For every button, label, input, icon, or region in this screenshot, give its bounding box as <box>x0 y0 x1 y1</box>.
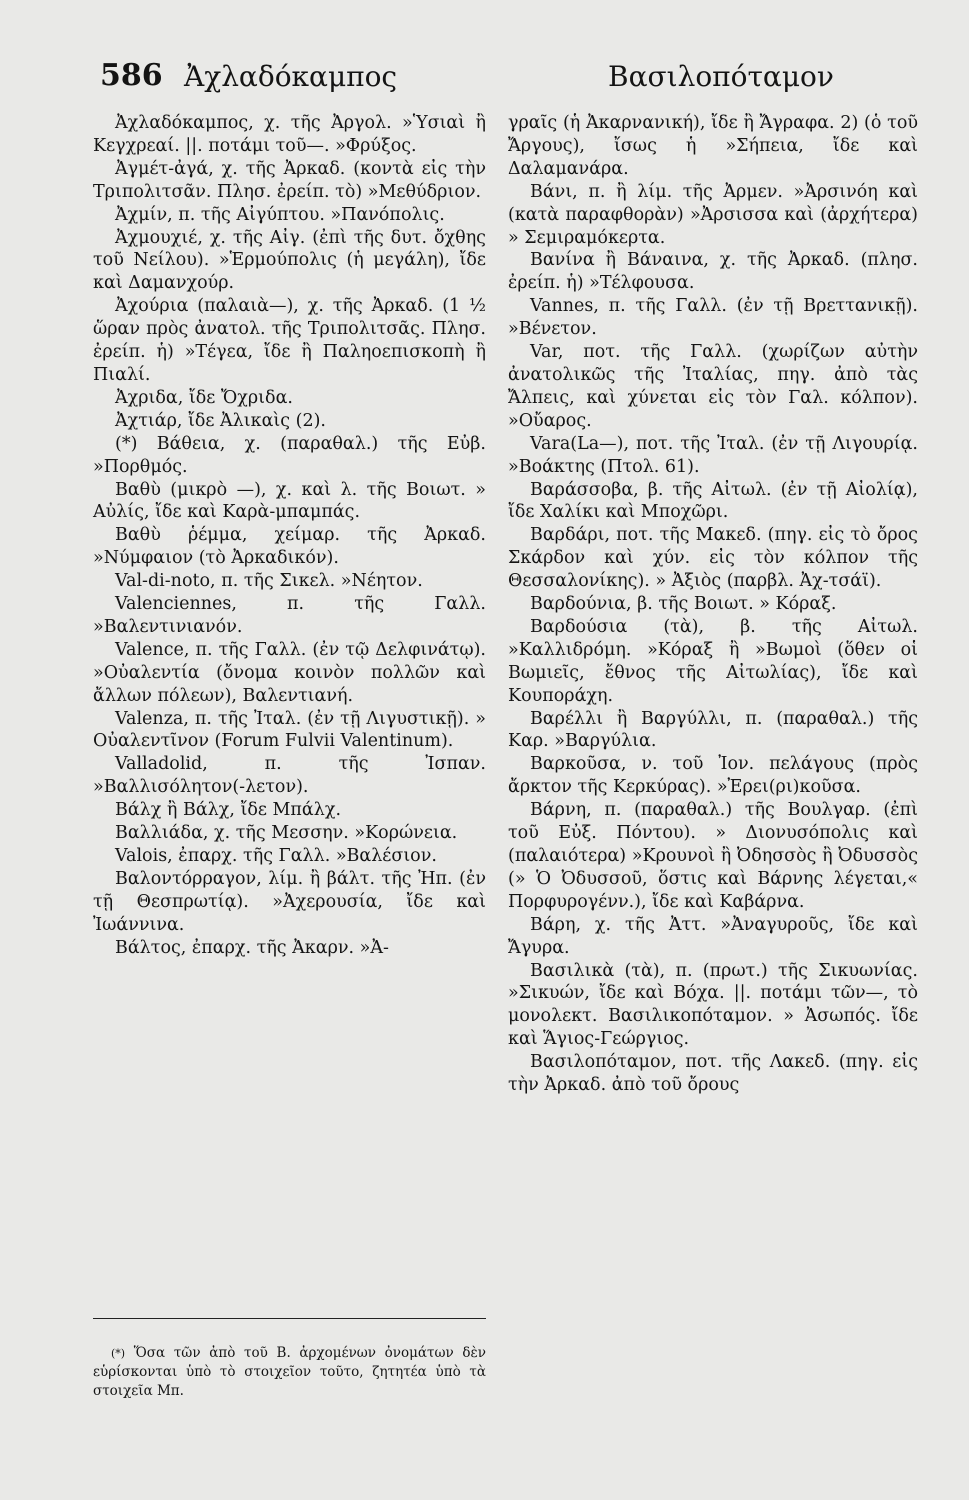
entry: Βαλοντόρραγον, λίμ. ἢ βάλτ. τῆς Ἠπ. (ἐν τῇ Θεσπρωτίᾳ). »Ἀχερουσία, ἴδε καὶ Ἰωάννινα. <box>93 868 486 935</box>
entry: Βάρη, χ. τῆς Ἀττ. »Ἀναγυροῦς, ἴδε καὶ Ἄγυρα. <box>508 914 918 958</box>
entry: Βαρκοῦσα, ν. τοῦ Ἰον. πελάγους (πρὸς ἄρκτον τῆς Κερκύρας). »Ἐρει(ρι)κοῦσα. <box>508 754 918 798</box>
entry: Var, ποτ. τῆς Γαλλ. (χωρίζων αὐτὴν ἀνατολικῶς τῆς Ἰταλίας, πηγ. ἀπὸ τὰς Ἄλπεις, καὶ χύνεται εἰς τὸν Γαλ. κόλπον). »Οὔαρος. <box>508 342 918 431</box>
entry: Ἀχλαδόκαμπος, χ. τῆς Ἀργολ. »Ὑσιαὶ ἢ Κεγχρεαί. ||. ποτάμι τοῦ—. »Φρύξος. <box>93 113 486 156</box>
entry: Valence, π. τῆς Γαλλ. (ἐν τῷ Δελφινάτῳ). »Οὐαλεντία (ὄνομα κοινὸν πολλῶν καὶ ἄλλων πόλεων), Βαλεντιανή. <box>93 639 486 706</box>
entry: Βαρδάρι, ποτ. τῆς Μακεδ. (πηγ. εἰς τὸ ὄρος Σκάρδον καὶ χύν. εἰς τὸν κόλπον τῆς Θεσσαλονίκης). » Ἀξιὸς (παρβλ. Ἀχ-τσάϊ). <box>508 525 918 592</box>
entry: Ἀγμέτ-ἀγά, χ. τῆς Ἀρκαδ. (κοντὰ εἰς τὴν Τριπολιτσᾶν. Πλησ. ἐρείπ. τὸ) »Μεθύδριον. <box>93 158 486 202</box>
footnote-marker: (*) <box>111 1346 126 1360</box>
page-header <box>100 58 918 102</box>
entry: Βαθὺ ῥέμμα, χείμαρ. τῆς Ἀρκαδ. »Νύμφαιον (τὸ Ἀρκαδικόν). <box>93 525 486 569</box>
entry: γραῖς (ἡ Ἀκαρνανική), ἴδε ἢ Ἄγραφα. 2) (ὁ τοῦ Ἄργους), ἴσως ἡ »Σήπεια, ἴδε καὶ Δαλαμανάρα. <box>508 113 918 179</box>
footnote-text: Ὅσα τῶν ἀπὸ τοῦ Β. ἀρχομένων ὀνομάτων δὲν εὑρίσκονται ὑπὸ τὸ στοιχεῖον τοῦτο, ζητητέα ὑπὸ τὰ στοιχεῖα Μπ. <box>93 1344 486 1399</box>
entry: Ἀχούρια (παλαιὰ—), χ. τῆς Ἀρκαδ. (1 ½ ὥραν πρὸς ἀνατολ. τῆς Τριπολιτσᾶς. Πλησ. ἐρείπ. ἡ) »Τέγεα, ἴδε ἢ Παληοεπισκοπὴ ἢ Πιαλί. <box>93 296 486 385</box>
entry: Βαρδούσια (τὰ), β. τῆς Αἰτωλ. »Καλλιδρόμη. »Κόραξ ἢ »Βωμοὶ (ὅθεν οἱ Βωμιεῖς, ἔθνος τῆς Αἰτωλίας), ἴδε καὶ Κουποράχη. <box>508 616 918 706</box>
page-number: 586 <box>100 58 163 93</box>
entry: Βαλλιάδα, χ. τῆς Μεσσην. »Κορώνεια. <box>115 823 458 844</box>
entry: Βασιλοπόταμον, ποτ. τῆς Λακεδ. (πηγ. εἰς τὴν Ἀρκαδ. ἀπὸ τοῦ ὄρους <box>508 1052 918 1096</box>
entry: Ἀχμίν, π. τῆς Αἰγύπτου. »Πανόπολις. <box>115 204 445 225</box>
running-head-right: Βασιλοπόταμον <box>608 60 834 93</box>
entry: Βάνι, π. ἢ λίμ. τῆς Ἀρμεν. »Ἀρσινόη καὶ (κατὰ παραφθορὰν) »Ἀρσισσα καὶ (ἀρχήτερα) » Σεμιραμόκερτα. <box>508 181 918 248</box>
entry: Valladolid, π. τῆς Ἰσπαν. »Βαλλισόλητον(-λετον). <box>93 754 486 798</box>
entry: Βασιλικὰ (τὰ), π. (πρωτ.) τῆς Σικυωνίας. »Σικυών, ἴδε καὶ Βόχα. ||. ποτάμι τῶν—, τὸ μονολεκτ. Βασιλικοπόταμον. » Ἀσωπός. ἴδε καὶ Ἅγιος-Γεώργιος. <box>508 960 918 1050</box>
entry: Βάλτος, ἐπαρχ. τῆς Ἀκαρν. »Ἀ- <box>115 937 389 958</box>
footnote-divider <box>93 1318 486 1319</box>
entry: Ἀχτιάρ, ἴδε Ἀλικαὶς (2). <box>115 410 326 431</box>
entry: Βαρδούνια, β. τῆς Βοιωτ. » Κόραξ. <box>530 594 837 615</box>
entry: Βαράσσοβα, β. τῆς Αἰτωλ. (ἐν τῇ Αἰολίᾳ), ἴδε Χαλίκι καὶ Μποχῶρι. <box>508 479 918 523</box>
entry: Βάρνη, π. (παραθαλ.) τῆς Βουλγαρ. (ἐπὶ τοῦ Εὐξ. Πόντου). » Διονυσόπολις καὶ (παλαιότερα) »Κρουνοὶ ἢ Ὀδησσὸς ἢ Ὀδυσσὸς (» Ὁ Ὀδυσσοῦ, ὅστις καὶ Βάρνης λέγεται,« Πορφυρογένν.), ἴδε καὶ Καβάρνα. <box>508 800 918 912</box>
right-column <box>508 112 918 1097</box>
left-column <box>93 112 486 960</box>
running-head-left: Ἀχλαδόκαμπος <box>184 60 398 93</box>
entry: Val-di-noto, π. τῆς Σικελ. »Νέητον. <box>115 571 423 592</box>
entry: Ἀχριδα, ἴδε Ὄχριδα. <box>115 387 293 408</box>
entry: Valenciennes, π. τῆς Γαλλ. »Βαλεντινιανόν. <box>93 594 486 637</box>
footnote <box>93 1344 486 1401</box>
entry: Βαρέλλι ἢ Βαργύλλι, π. (παραθαλ.) τῆς Καρ. »Βαργύλια. <box>508 708 918 752</box>
entry: Βανίνα ἢ Βάναινα, χ. τῆς Ἀρκαδ. (πλησ. ἐρείπ. ἡ) »Τέλφουσα. <box>508 250 918 294</box>
entry: Valenza, π. τῆς Ἰταλ. (ἐν τῇ Λιγυστικῇ). » Οὐαλεντῖνον (Forum Fulvii Valentinum). <box>93 708 486 752</box>
entry: Βάλχ ἢ Βάλχ, ἴδε Μπάλχ. <box>115 800 342 821</box>
entry: Vara(La—), ποτ. τῆς Ἰταλ. (ἐν τῇ Λιγουρίᾳ. »Βοάκτης (Πτολ. 61). <box>508 433 918 477</box>
entry: Vannes, π. τῆς Γαλλ. (ἐν τῇ Βρεττανικῇ). »Βένετον. <box>508 296 918 340</box>
entry: Valois, ἐπαρχ. τῆς Γαλλ. »Βαλέσιον. <box>115 846 437 866</box>
entry: Ἀχμουχιέ, χ. τῆς Αἰγ. (ἐπὶ τῆς δυτ. ὄχθης τοῦ Νείλου). »Ἑρμούπολις (ἡ μεγάλη), ἴδε καὶ Δαμανχούρ. <box>93 227 486 294</box>
entry: (*) Βάθεια, χ. (παραθαλ.) τῆς Εὐβ. »Πορθμός. <box>93 433 486 477</box>
entry: Βαθὺ (μικρὸ —), χ. καὶ λ. τῆς Βοιωτ. » Αὐλίς, ἴδε καὶ Καρὰ-μπαμπάς. <box>93 479 486 523</box>
